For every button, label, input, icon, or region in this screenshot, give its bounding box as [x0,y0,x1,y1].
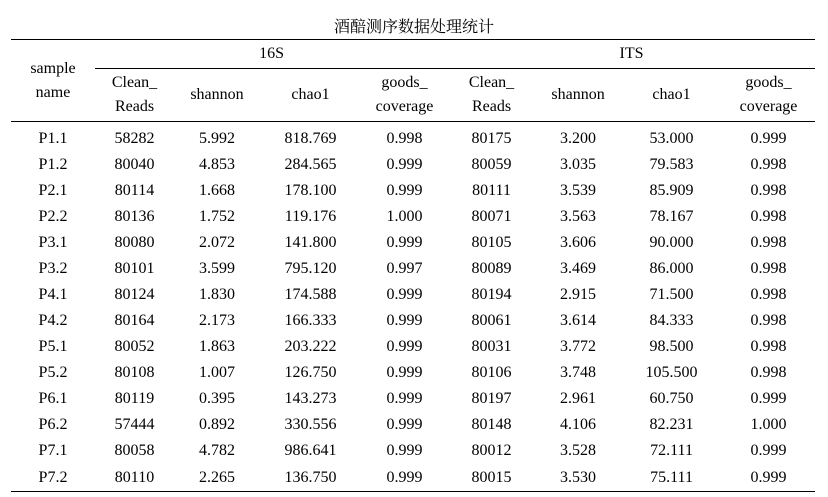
chao1-its-cell: 105.500 [645,364,698,381]
clean-reads-16s-cell: 80080 [114,234,155,251]
clean-reads-its-cell: 80089 [471,260,512,277]
clean-reads-16s-cell: 58282 [114,129,155,147]
table-row [11,412,815,438]
chao1-16s-cell: 330.556 [284,416,337,433]
table-row [11,282,815,308]
clean-reads-its-cell: 80106 [471,364,512,381]
shannon-16s-cell: 2.072 [199,234,235,251]
table-caption: 酒醅测序数据处理统计 [333,17,494,36]
clean-reads-16s-cell: 80101 [114,260,155,277]
table-row [11,386,815,412]
clean-reads-16s-cell: 80164 [114,312,155,329]
col-header-clean-reads-its [448,69,535,122]
table-row [11,360,815,386]
clean-reads-its-cell: 80071 [471,208,512,225]
table-row [11,256,815,282]
col-header-chao1-16s: chao1 [260,69,361,122]
chao1-its-cell: 78.167 [649,208,694,225]
goods-coverage-its-cell: 0.999 [750,129,787,147]
goods-coverage-its-cell: 0.998 [750,208,787,225]
sample-header-line1: sample [30,59,76,77]
sample-name-cell: P2.2 [38,208,68,225]
clean-header-line2: Reads [114,98,155,115]
sample-name-cell: P1.1 [38,129,68,147]
group-header-its: ITS [448,40,815,69]
sample-name-cell: P3.1 [38,234,68,251]
shannon-16s-cell: 4.853 [199,156,235,173]
col-header-chao1-its: chao1 [621,69,722,122]
shannon-its-cell: 3.035 [560,156,597,173]
clean-reads-its-cell: 80105 [471,234,512,251]
chao1-16s-cell: 178.100 [284,182,337,199]
clean-reads-16s-cell: 80058 [114,442,155,459]
goods-coverage-16s-cell: 0.999 [386,364,423,381]
shannon-16s-cell: 4.782 [199,442,235,459]
table-row [11,178,815,204]
sample-name-cell: P4.2 [38,312,68,329]
shannon-16s-cell: 0.892 [199,416,235,433]
shannon-16s-cell: 2.173 [199,312,235,329]
goods-coverage-its-cell: 1.000 [750,416,787,433]
clean-reads-16s-cell: 80110 [114,468,155,486]
chao1-its-cell: 72.111 [650,442,693,459]
goods-header-line1: goods_ [381,74,428,91]
clean-reads-its-cell: 80175 [471,129,512,147]
shannon-its-cell: 3.614 [560,312,597,329]
clean-reads-16s-cell: 80136 [114,208,155,225]
table-row [11,152,815,178]
chao1-its-cell: 98.500 [649,338,694,355]
shannon-16s-cell: 0.395 [199,390,235,407]
clean-reads-its-cell: 80148 [471,416,512,433]
goods-coverage-16s-cell: 0.999 [386,468,423,486]
shannon-its-cell: 3.748 [560,364,597,381]
chao1-its-cell: 86.000 [649,260,694,277]
goods-header-line2: coverage [739,98,798,115]
sample-name-cell: P3.2 [38,260,68,277]
goods-coverage-16s-cell: 0.999 [386,234,423,251]
sample-name-cell: P1.2 [38,156,68,173]
goods-coverage-16s-cell: 0.999 [386,312,423,329]
chao1-its-cell: 82.231 [649,416,694,433]
col-header-goods-coverage-its [722,69,815,122]
sample-name-cell: P4.1 [38,286,68,303]
clean-reads-its-cell: 80059 [471,156,512,173]
clean-reads-16s-cell: 57444 [114,416,155,433]
shannon-16s-cell: 1.830 [199,286,235,303]
goods-coverage-16s-cell: 0.999 [386,286,423,303]
shannon-16s-cell: 1.668 [199,182,235,199]
goods-coverage-16s-cell: 0.997 [386,260,423,277]
goods-coverage-its-cell: 0.998 [750,156,787,173]
shannon-its-cell: 4.106 [560,416,597,433]
goods-coverage-16s-cell: 0.999 [386,416,423,433]
table-row [11,464,815,492]
goods-coverage-its-cell: 0.998 [750,338,787,355]
chao1-its-cell: 84.333 [649,312,694,329]
col-header-clean-reads-16s [95,69,174,122]
shannon-its-cell: 3.772 [560,338,597,355]
shannon-its-cell: 3.606 [560,234,597,251]
goods-header-line1: goods_ [745,74,792,91]
sample-name-cell: P2.1 [38,182,68,199]
chao1-16s-cell: 818.769 [284,129,337,147]
sample-name-cell: P5.1 [38,338,68,355]
clean-reads-16s-cell: 80052 [114,338,155,355]
goods-coverage-16s-cell: 0.998 [386,129,423,147]
goods-coverage-its-cell: 0.998 [750,260,787,277]
col-header-goods-coverage-16s [361,69,448,122]
sample-name-cell: P7.1 [38,442,68,459]
sample-name-cell: P6.1 [38,390,68,407]
goods-coverage-its-cell: 0.998 [750,286,787,303]
chao1-its-cell: 71.500 [649,286,694,303]
clean-reads-its-cell: 80012 [471,442,512,459]
col-header-shannon-16s: shannon [174,69,260,122]
sample-name-cell: P5.2 [38,364,68,381]
chao1-16s-cell: 174.588 [284,286,337,303]
chao1-16s-cell: 141.800 [284,234,337,251]
clean-reads-its-cell: 80061 [471,312,512,329]
shannon-16s-cell: 1.863 [199,338,235,355]
goods-coverage-16s-cell: 0.999 [386,442,423,459]
goods-coverage-its-cell: 0.998 [750,182,787,199]
chao1-16s-cell: 136.750 [284,468,337,486]
chao1-its-cell: 53.000 [649,129,694,147]
goods-coverage-16s-cell: 0.999 [386,182,423,199]
shannon-16s-cell: 1.752 [199,208,235,225]
clean-header-line1: Clean_ [111,74,158,91]
chao1-16s-cell: 126.750 [284,364,337,381]
goods-coverage-its-cell: 0.999 [750,442,787,459]
table-row [11,230,815,256]
table-row [11,122,815,153]
clean-reads-its-cell: 80015 [471,468,512,486]
shannon-its-cell: 3.200 [560,129,597,147]
chao1-16s-cell: 986.641 [284,442,337,459]
chao1-16s-cell: 284.565 [284,156,337,173]
shannon-its-cell: 3.528 [560,442,597,459]
clean-reads-16s-cell: 80119 [114,390,155,407]
table-row [11,334,815,360]
clean-reads-its-cell: 80194 [471,286,512,303]
chao1-its-cell: 79.583 [649,156,694,173]
chao1-its-cell: 85.909 [649,182,694,199]
table-row [11,204,815,230]
clean-reads-16s-cell: 80108 [114,364,155,381]
sample-name-cell: P7.2 [38,468,68,486]
clean-reads-16s-cell: 80040 [114,156,155,173]
clean-reads-its-cell: 80197 [471,390,512,407]
clean-reads-16s-cell: 80114 [114,182,155,199]
clean-reads-its-cell: 80111 [472,182,511,199]
shannon-its-cell: 3.469 [560,260,597,277]
shannon-16s-cell: 1.007 [199,364,235,381]
clean-reads-16s-cell: 80124 [114,286,155,303]
chao1-16s-cell: 119.176 [284,208,337,225]
chao1-16s-cell: 143.273 [284,390,337,407]
table-row [11,308,815,334]
chao1-its-cell: 90.000 [649,234,694,251]
col-header-shannon-its: shannon [535,69,621,122]
goods-coverage-16s-cell: 1.000 [386,208,423,225]
sample-name-cell: P6.2 [38,416,68,433]
shannon-its-cell: 2.915 [560,286,597,303]
group-header-16s: 16S [95,40,448,69]
chao1-16s-cell: 166.333 [284,312,337,329]
goods-coverage-its-cell: 0.998 [750,234,787,251]
goods-coverage-16s-cell: 0.999 [386,156,423,173]
chao1-16s-cell: 795.120 [284,260,337,277]
shannon-16s-cell: 3.599 [199,260,235,277]
table-body [11,122,815,492]
sample-header-line2: name [35,83,71,101]
shannon-16s-cell: 2.265 [199,468,235,486]
goods-coverage-its-cell: 0.999 [750,468,787,486]
chao1-its-cell: 75.111 [650,468,693,486]
goods-header-line2: coverage [375,98,434,115]
shannon-its-cell: 3.539 [560,182,597,199]
table-row [11,438,815,464]
shannon-its-cell: 3.530 [560,468,597,486]
goods-coverage-its-cell: 0.998 [750,364,787,381]
chao1-its-cell: 60.750 [649,390,694,407]
clean-reads-its-cell: 80031 [471,338,512,355]
goods-coverage-16s-cell: 0.999 [386,338,423,355]
sequencing-stats-table [11,39,815,492]
shannon-16s-cell: 5.992 [199,129,235,147]
sample-name-header [11,40,95,122]
shannon-its-cell: 3.563 [560,208,597,225]
goods-coverage-its-cell: 0.999 [750,390,787,407]
goods-coverage-its-cell: 0.998 [750,312,787,329]
goods-coverage-16s-cell: 0.999 [386,390,423,407]
table-header [11,40,815,122]
clean-header-line2: Reads [471,98,512,115]
chao1-16s-cell: 203.222 [284,338,337,355]
shannon-its-cell: 2.961 [560,390,597,407]
clean-header-line1: Clean_ [468,74,515,91]
